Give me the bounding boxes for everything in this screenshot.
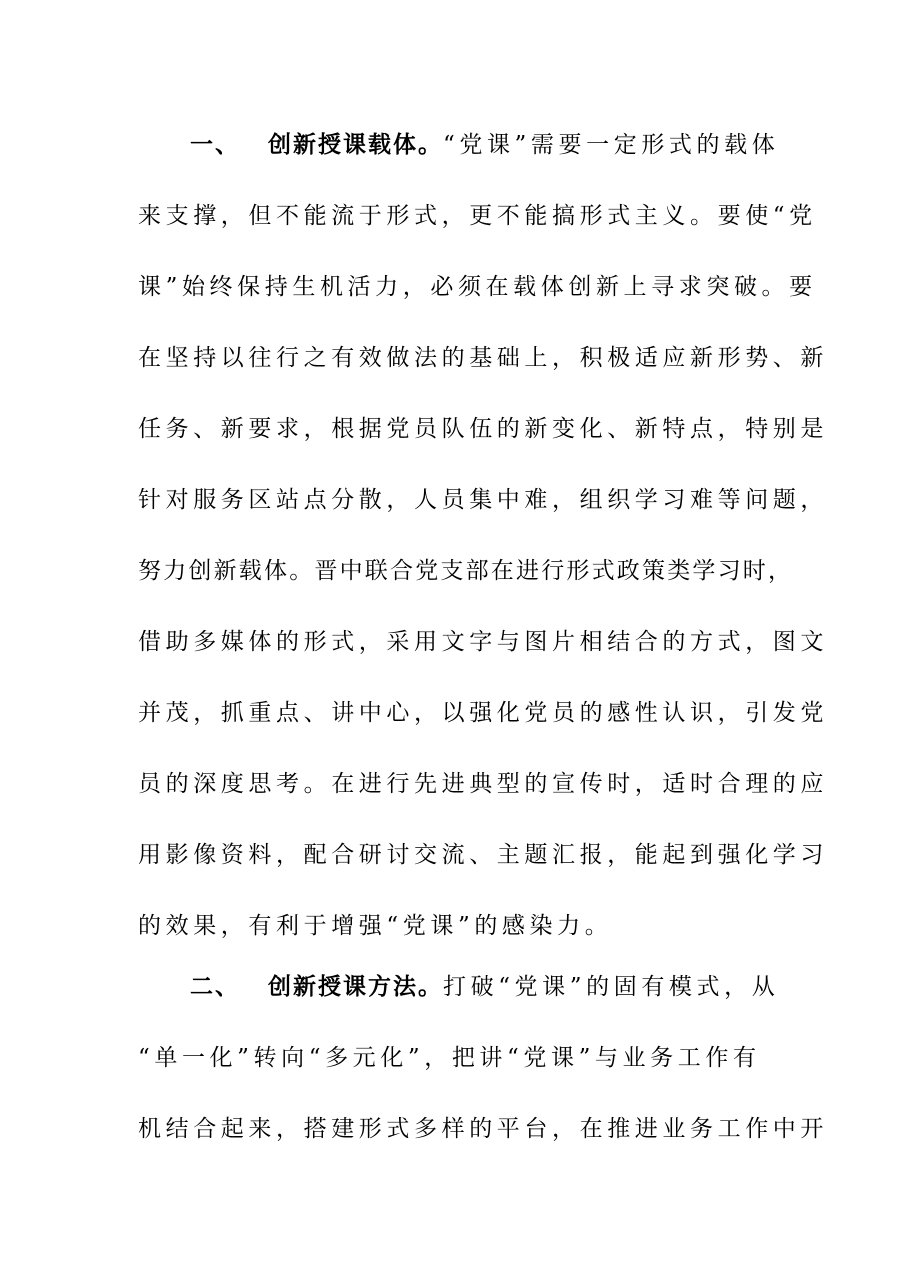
paragraph-line: “单一化”转向“多元化”，把讲“党课”与业务工作有: [138, 1045, 761, 1071]
paragraph-line: “党课”需要一定形式的载体: [443, 132, 780, 158]
section1-number: 一、: [190, 131, 240, 158]
paragraph-line: 借助多媒体的形式，采用文字与图片相结合的方式，图文: [138, 629, 828, 655]
paragraph-line: 机结合起来，搭建形式多样的平台，在推进业务工作中开: [138, 1116, 828, 1142]
paragraph-line: 课”始终保持生机活力，必须在载体创新上寻求突破。要: [138, 274, 817, 300]
paragraph-line: 针对服务区站点分散，人员集中难，组织学习难等问题，: [138, 487, 828, 513]
paragraph-line: 在坚持以往行之有效做法的基础上，积极适应新形势、新: [138, 345, 828, 371]
section2-number: 二、: [190, 973, 240, 1000]
paragraph-line: 员的深度思考。在进行先进典型的宣传时，适时合理的应: [138, 771, 828, 797]
paragraph-line: 的效果，有利于增强“党课”的感染力。: [138, 913, 613, 939]
paragraph-line: 用影像资料，配合研讨交流、主题汇报，能起到强化学习: [138, 842, 828, 868]
paragraph-line: 打破“党课”的固有模式，从: [443, 974, 780, 1000]
paragraph-line: 努力创新载体。晋中联合党支部在进行形式政策类学习时，: [138, 558, 794, 584]
paragraph-line: 并茂，抓重点、讲中心，以强化党员的感性认识，引发党: [138, 700, 828, 726]
section1-heading: 创新授课载体。: [268, 131, 443, 158]
paragraph-line: 任务、新要求，根据党员队伍的新变化、新特点，特别是: [138, 416, 828, 442]
paragraph-line: 来支撑，但不能流于形式，更不能搞形式主义。要使“党: [138, 203, 817, 229]
section2-heading: 创新授课方法。: [268, 973, 443, 1000]
section2-first-line: [190, 969, 780, 1005]
section1-first-line: [190, 127, 780, 163]
